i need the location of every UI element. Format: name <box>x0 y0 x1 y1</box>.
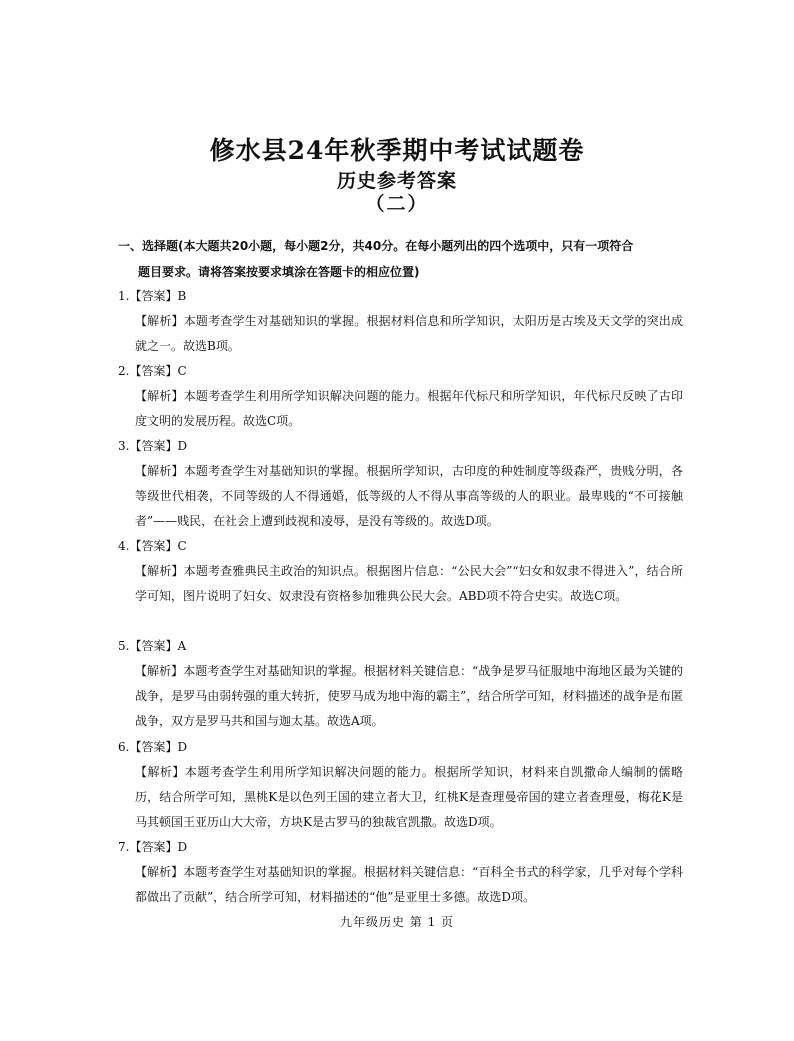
question-explanation: 【解析】本题考查雅典民主政治的知识点。根据图片信息：“公民大会”“妇女和奴隶不得进入”，结合所学可知，图片说明了妇女、奴隶没有资格参加雅典公民大会。ABD项不符合史实。故选C项。 <box>135 564 683 603</box>
question-item-3 <box>118 434 683 534</box>
question-item-4 <box>118 534 683 609</box>
question-item-6 <box>118 735 683 835</box>
question-explanation: 【解析】本题考查学生对基础知识的掌握。根据材料信息和所学知识，太阳历是古埃及天文学的突出成就之一。故选B项。 <box>135 314 683 353</box>
question-explanation: 【解析】本题考查学生利用所学知识解决问题的能力。根据所学知识，材料来自凯撒命人编制的儒略历，结合所学可知，黑桃K是以色列王国的建立者大卫，红桃K是查理曼帝国的建立者查理曼，梅花K是马其顿国王亚历山大大帝，方块K是古罗马的独裁官凯撒。故选D项。 <box>135 765 683 829</box>
question-answer: 4.【答案】C <box>118 539 187 553</box>
document-title: 修水县24年秋季期中考试试题卷 <box>209 136 585 165</box>
page-footer: 九年级历史 第 1 页 <box>339 915 455 929</box>
question-explanation: 【解析】本题考查学生利用所学知识解决问题的能力。根据年代标尺和所学知识，年代标尺反映了古印度文明的发展历程。故选C项。 <box>135 389 683 428</box>
section-heading <box>118 233 683 285</box>
question-item-2 <box>118 359 683 434</box>
question-answer: 7.【答案】D <box>118 840 188 854</box>
question-item-5 <box>118 634 683 734</box>
question-answer: 3.【答案】D <box>118 439 188 453</box>
question-item-7 <box>118 835 683 910</box>
document-subtitle: 历史参考答案 <box>336 170 457 192</box>
document-edition: （二） <box>365 193 429 215</box>
question-explanation: 【解析】本题考查学生对基础知识的掌握。根据材料关键信息：“百科全书式的科学家，几乎对每个学科都做出了贡献”，结合所学可知，材料描述的“他”是亚里士多德。故选D项。 <box>135 865 683 904</box>
question-answer: 6.【答案】D <box>118 740 188 754</box>
question-answer: 2.【答案】C <box>118 364 187 378</box>
section-heading-line-1: 一、选择题(本大题共20小题，每小题2分，共40分。在每小题列出的四个选项中，只有一项符合 <box>118 239 634 253</box>
section-heading-line-2: 题目要求。请将答案按要求填涂在答题卡的相应位置) <box>138 265 420 279</box>
question-explanation: 【解析】本题考查学生对基础知识的掌握。根据材料关键信息：“战争是罗马征服地中海地区最为关键的战争，是罗马由弱转强的重大转折，使罗马成为地中海的霸主”，结合所学可知，材料描述的战争是布匿战争，双方是罗马共和国与迦太基。故选A项。 <box>135 664 683 728</box>
question-explanation: 【解析】本题考查学生对基础知识的掌握。根据所学知识，古印度的种姓制度等级森严，贵贱分明，各等级世代相袭，不同等级的人不得通婚，低等级的人不得从事高等级的人的职业。最卑贱的“不可接触者”——贱民，在社会上遭到歧视和凌辱，是没有等级的。故选D项。 <box>135 464 683 528</box>
question-item-1 <box>118 284 683 359</box>
question-answer: 1.【答案】B <box>118 289 187 303</box>
question-answer: 5.【答案】A <box>118 639 187 653</box>
